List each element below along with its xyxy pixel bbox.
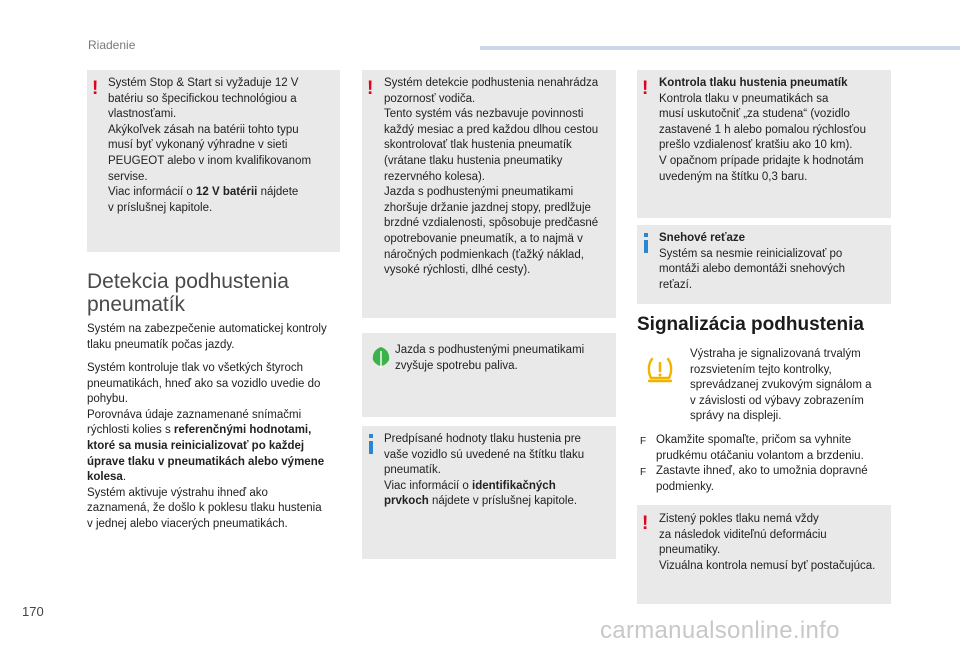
signal-text: [690, 347, 890, 425]
text-line: Jazda s podhustenými pneumatikami: [395, 344, 585, 356]
bold-term: identifikačných: [472, 479, 556, 492]
text-line: uvedeným na štítku 0,3 baru.: [659, 170, 808, 183]
section-title: Riadenie: [88, 38, 136, 52]
text-line: zhoršuje držanie jazdnej stopy, predlžuje: [384, 201, 591, 214]
eco-text: [395, 343, 610, 374]
text-line: musí byť vykonaný výhradne v sieti: [108, 139, 288, 152]
box-title: Kontrola tlaku hustenia pneumatík: [659, 77, 848, 89]
text-line: musí uskutočniť „za studena“ (vozidlo: [659, 108, 850, 121]
text-line: [384, 494, 614, 510]
text-line: pozornosť vodiča.: [384, 92, 476, 105]
eco-leaf-icon: [369, 345, 393, 369]
text-line: Predpísané hodnoty tlaku hustenia pre: [384, 433, 581, 445]
text-line: za následok viditeľnú deformáciu: [659, 528, 827, 541]
text-line: prešlo vzdialenosť kratšiu ako 10 km).: [659, 139, 853, 152]
warning-icon: !: [642, 78, 649, 99]
warning-text: [108, 76, 336, 216]
text-line: [87, 470, 352, 486]
info-text: [384, 432, 614, 510]
text-line: vysoké rýchlosti, dlhé cesty).: [384, 264, 531, 277]
text-line: reťazí.: [659, 278, 693, 291]
text-line: skontrolovať tlak hustenia pneumatík: [384, 139, 572, 152]
list-item: [637, 433, 897, 464]
warning-icon: !: [367, 78, 374, 99]
bold-line: úprave tlaku v pneumatikách alebo výmene: [87, 455, 325, 468]
text-line: prudkému otáčaniu volantom a brzdeniu.: [656, 449, 864, 462]
info-box-snow-chains: [637, 225, 891, 304]
text-line: Systém na zabezpečenie automatickej kontroly: [87, 323, 327, 335]
text-span: .: [122, 471, 127, 484]
watermark: carmanualsonline.info: [600, 617, 840, 644]
info-box-pressure: [362, 426, 616, 559]
text-span: rýchlosti kolies s: [87, 424, 174, 437]
warning-box-stop-start: [87, 70, 340, 252]
text-span: Viac informácií o: [108, 186, 196, 199]
heading-line: Detekcia podhustenia: [87, 270, 289, 293]
signal-heading: Signalizácia podhustenia: [637, 314, 864, 335]
text-line: pneumatiky.: [659, 544, 721, 557]
text-line: Systém aktivuje výstrahu ihneď ako: [87, 486, 268, 499]
text-line: PEUGEOT alebo v inom kvalifikovanom: [108, 154, 312, 167]
text-line: batériu so špecifickou technológiou a: [108, 92, 297, 105]
text-line: Tento systém vás nezbavuje povinnosti: [384, 108, 584, 121]
text-line: zaznamená, že došlo k poklesu tlaku hustenia: [87, 502, 322, 515]
text-line: Zistený pokles tlaku nemá vždy: [659, 513, 819, 525]
text-line: tlaku pneumatík počas jazdy.: [87, 338, 235, 351]
text-line: v príslušnej kapitole.: [108, 201, 213, 214]
text-span: Viac informácií o: [384, 479, 472, 492]
text-line: Výstraha je signalizovaná trvalým: [690, 348, 861, 360]
text-line: podmienky.: [656, 480, 714, 493]
text-line: vlastnosťami.: [108, 108, 177, 121]
bullet-icon: F: [640, 436, 647, 447]
text-line: Systém kontroluje tlak vo všetkých štyroch: [87, 362, 304, 374]
text-line: zvyšuje spotrebu paliva.: [395, 359, 518, 372]
box-title: Snehové reťaze: [659, 232, 746, 244]
text-line: v jednej alebo viacerých pneumatikách.: [87, 517, 288, 530]
text-line: pneumatík.: [384, 464, 441, 477]
eco-box: [362, 333, 616, 417]
text-line: Kontrola tlaku v pneumatikách sa: [659, 92, 829, 105]
text-line: rozsvietením tejto kontrolky,: [690, 363, 832, 376]
text-line: Okamžite spomaľte, pričom sa vyhnite: [656, 434, 852, 446]
description-paragraph: [87, 361, 352, 533]
warning-text: [659, 512, 891, 574]
text-line: Akýkoľvek zásah na batérii tohto typu: [108, 123, 299, 136]
text-span: nájdete v príslušnej kapitole.: [428, 495, 578, 508]
bold-term: 12 V batérii: [196, 186, 258, 199]
bold-term: kolesa: [87, 471, 123, 484]
text-line: každý mesiac a pred každou dlhou cestou: [384, 123, 599, 136]
text-line: Vizuálna kontrola nemusí byť postačujúca.: [659, 559, 876, 572]
text-span: nájdete: [257, 186, 299, 199]
text-line: [87, 423, 352, 439]
text-line: brzdné vzdialenosti, spôsobuje predčasné: [384, 217, 599, 230]
text-line: Systém detekcie podhustenia nenahrádza: [384, 77, 599, 89]
text-line: rezervného kolesa).: [384, 170, 485, 183]
text-line: Systém Stop & Start si vyžaduje 12 V: [108, 77, 299, 89]
page-number: 170: [22, 604, 44, 619]
text-line: Porovnáva údaje zaznamenané snímačmi: [87, 408, 302, 421]
text-line: V opačnom prípade pridajte k hodnotám: [659, 154, 864, 167]
text-line: servise.: [108, 170, 148, 183]
warning-box-pressure-check: [637, 70, 891, 218]
list-item: [637, 464, 897, 495]
intro-paragraph: [87, 322, 347, 353]
bullet-icon: F: [640, 467, 647, 479]
warning-icon: !: [642, 513, 649, 534]
heading-line: pneumatík: [87, 293, 186, 316]
warning-box-deformation: [637, 505, 891, 604]
tire-pressure-warning-icon: [645, 357, 675, 385]
text-line: [108, 185, 336, 201]
text-line: [384, 479, 614, 495]
info-icon: [644, 233, 648, 253]
header-bar: [480, 46, 960, 50]
bold-term: prvkoch: [384, 495, 429, 508]
text-line: pohybu.: [87, 393, 128, 406]
warning-text: [659, 76, 889, 185]
info-icon: [369, 434, 373, 454]
text-line: správy na displeji.: [690, 410, 782, 423]
text-line: (vrátane tlaku hustenia pneumatiky: [384, 154, 563, 167]
warning-box-detection: [362, 70, 616, 318]
section-heading: [87, 270, 289, 316]
text-line: Systém sa nesmie reinicializovať po: [659, 247, 843, 260]
text-line: sprevádzanej zvukovým signálom a: [690, 379, 872, 392]
bold-line: ktoré sa musia reinicializovať po každej: [87, 439, 305, 452]
warning-text: [384, 76, 614, 279]
text-line: opotrebovanie pneumatík, a to najmä v: [384, 232, 583, 245]
text-line: náročných podmienkach (ťažký náklad,: [384, 248, 584, 261]
text-line: vaše vozidlo sú uvedené na štítku tlaku: [384, 448, 585, 461]
text-line: Jazda s podhustenými pneumatikami: [384, 186, 574, 199]
bold-term: referenčnými hodnotami,: [173, 424, 312, 437]
info-text: [659, 231, 889, 293]
bullet-list: [637, 433, 897, 495]
text-line: zastavené 1 h alebo pomalou rýchlosťou: [659, 123, 866, 136]
text-line: Zastavte ihneď, ako to umožnia dopravné: [656, 465, 868, 478]
text-line: v závislosti od výbavy zobrazením: [690, 394, 864, 407]
warning-icon: !: [92, 78, 99, 99]
text-line: montáži alebo demontáži snehových: [659, 263, 846, 276]
text-line: pneumatikách, hneď ako sa vozidlo uvedie do: [87, 377, 321, 390]
